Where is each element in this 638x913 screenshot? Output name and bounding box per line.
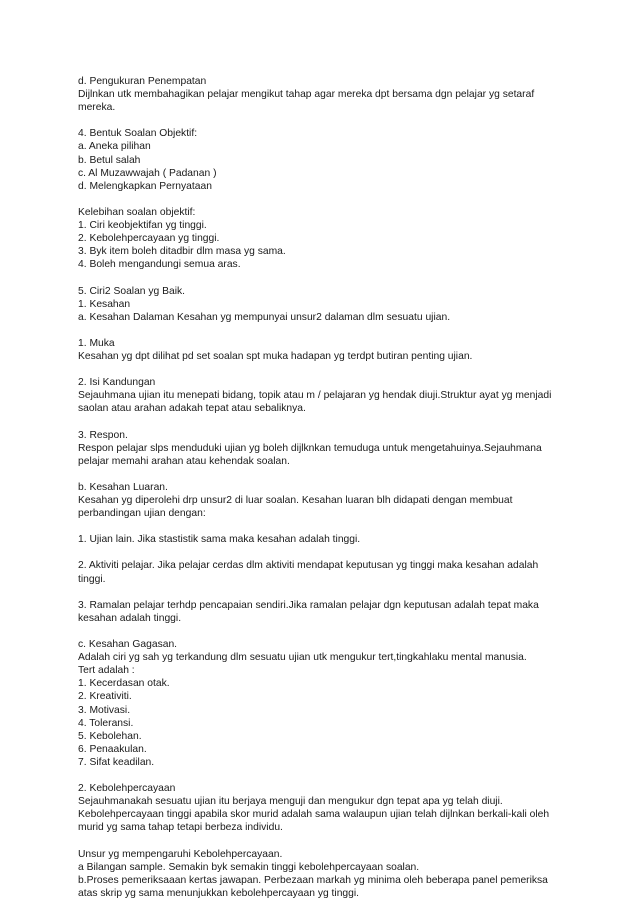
paragraph bbox=[78, 599, 558, 625]
text-line: c. Kesahan Gagasan. bbox=[78, 639, 178, 651]
text-line: 2. Aktiviti pelajar. Jika pelajar cerdas dlm aktiviti mendapat keputusan yg tinggi maka kesahan adalah bbox=[78, 560, 539, 572]
paragraph bbox=[78, 782, 558, 834]
text-line: Unsur yg mempengaruhi Kebolehpercayaan. bbox=[78, 848, 283, 860]
text-line: tinggi. bbox=[78, 573, 106, 585]
text-line: 3. Respon. bbox=[78, 429, 128, 441]
text-line: murid yg sama tahap tetapi berbeza individu. bbox=[78, 822, 283, 834]
paragraph bbox=[78, 638, 558, 769]
paragraph bbox=[78, 481, 558, 520]
text-line: d. Melengkapkan Pernyataan bbox=[78, 180, 212, 192]
text-line: 4. Bentuk Soalan Objektif: bbox=[78, 128, 198, 140]
text-line: c. Al Muzawwajah ( Padanan ) bbox=[78, 167, 217, 179]
text-line: Kebolehpercayaan tinggi apabila skor murid adalah sama walaupun ujian telah dijlnkan berkali-kali oleh bbox=[78, 809, 550, 821]
text-line: 6. Penaakulan. bbox=[78, 743, 147, 755]
text-line: 1. Kecerdasan otak. bbox=[78, 678, 170, 690]
paragraph bbox=[78, 533, 558, 546]
text-line: Tert adalah : bbox=[78, 665, 135, 677]
text-line: 1. Ujian lain. Jika stastistik sama maka kesahan adalah tinggi. bbox=[78, 534, 361, 546]
text-line: 7. Sifat keadilan. bbox=[78, 756, 155, 768]
paragraph bbox=[78, 206, 558, 271]
text-line: Respon pelajar slps menduduki ujian yg boleh dijlknkan temuduga untuk mengetahuinya.Sejauhmana bbox=[78, 442, 542, 454]
text-line: 4. Toleransi. bbox=[78, 717, 134, 729]
paragraph bbox=[78, 127, 558, 192]
text-line: 5. Ciri2 Soalan yg Baik. bbox=[78, 285, 186, 297]
text-line: Sejauhmana ujian itu menepati bidang, topik atau m / pelajaran yg hendak diuji.Struktur ayat yg menjadi bbox=[78, 390, 552, 402]
text-line: 3. Motivasi. bbox=[78, 704, 131, 716]
text-line: a. Aneka pilihan bbox=[78, 141, 151, 153]
text-line: pelajar memahi arahan atau kehendak soalan. bbox=[78, 455, 290, 467]
paragraph bbox=[78, 429, 558, 468]
text-line: atas skrip yg sama menunjukkan kebolehpercayaan yg tinggi. bbox=[78, 887, 360, 899]
text-line: Kesahan yg dpt dilihat pd set soalan spt muka hadapan yg terdpt butiran penting ujian. bbox=[78, 350, 473, 362]
text-line: kesahan adalah tinggi. bbox=[78, 612, 182, 624]
text-line: 5. Kebolehan. bbox=[78, 730, 142, 742]
text-line: a Bilangan sample. Semakin byk semakin tinggi kebolehpercayaan soalan. bbox=[78, 861, 420, 873]
paragraph bbox=[78, 848, 558, 900]
text-line: 3. Byk item boleh ditadbir dlm masa yg sama. bbox=[78, 246, 286, 258]
text-line: b. Kesahan Luaran. bbox=[78, 481, 168, 493]
text-line: 2. Kebolehpercayaan yg tinggi. bbox=[78, 233, 220, 245]
paragraph bbox=[78, 75, 558, 114]
text-line: 3. Ramalan pelajar terhdp pencapaian sendiri.Jika ramalan pelajar dgn keputusan adalah tepat maka bbox=[78, 599, 539, 611]
text-line: Sejauhmanakah sesuatu ujian itu berjaya menguji dan mengukur dgn tepat apa yg telah diuji. bbox=[78, 796, 503, 808]
text-line: 2. Isi Kandungan bbox=[78, 377, 156, 389]
paragraph bbox=[78, 376, 558, 415]
text-line: b.Proses pemeriksaaan kertas jawapan. Perbezaan markah yg minima oleh beberapa panel pemeriksa bbox=[78, 874, 548, 886]
text-line: Dijlnkan utk membahagikan pelajar mengikut tahap agar mereka dpt bersama dgn pelajar yg setaraf bbox=[78, 89, 535, 101]
paragraph bbox=[78, 337, 558, 363]
text-line: Kesahan yg diperolehi drp unsur2 di luar soalan. Kesahan luaran blh didapati dengan membuat bbox=[78, 495, 513, 506]
text-line: Adalah ciri yg sah yg terkandung dlm sesuatu ujian utk mengukur tert,tingkahlaku mental manusia. bbox=[78, 652, 527, 664]
text-line: 2. Kebolehpercayaan bbox=[78, 783, 176, 795]
text-line: b. Betul salah bbox=[78, 154, 141, 166]
text-line: 2. Kreativiti. bbox=[78, 691, 132, 703]
text-line: a. Kesahan Dalaman Kesahan yg mempunyai unsur2 dalaman dlm sesuatu ujian. bbox=[78, 311, 451, 323]
text-line: mereka. bbox=[78, 102, 116, 114]
paragraph bbox=[78, 285, 558, 324]
paragraph bbox=[78, 559, 558, 585]
text-line: Kelebihan soalan objektif: bbox=[78, 206, 196, 218]
text-line: 4. Boleh mengandungi semua aras. bbox=[78, 259, 241, 271]
text-line: 1. Muka bbox=[78, 337, 115, 349]
text-line: saolan atau arahan adakah tepat atau sebaliknya. bbox=[78, 403, 306, 415]
document-page bbox=[78, 75, 558, 913]
text-line: perbandingan ujian dengan: bbox=[78, 508, 206, 520]
text-line: 1. Kesahan bbox=[78, 298, 131, 310]
text-line: 1. Ciri keobjektifan yg tinggi. bbox=[78, 220, 207, 232]
text-line: d. Pengukuran Penempatan bbox=[78, 76, 207, 87]
